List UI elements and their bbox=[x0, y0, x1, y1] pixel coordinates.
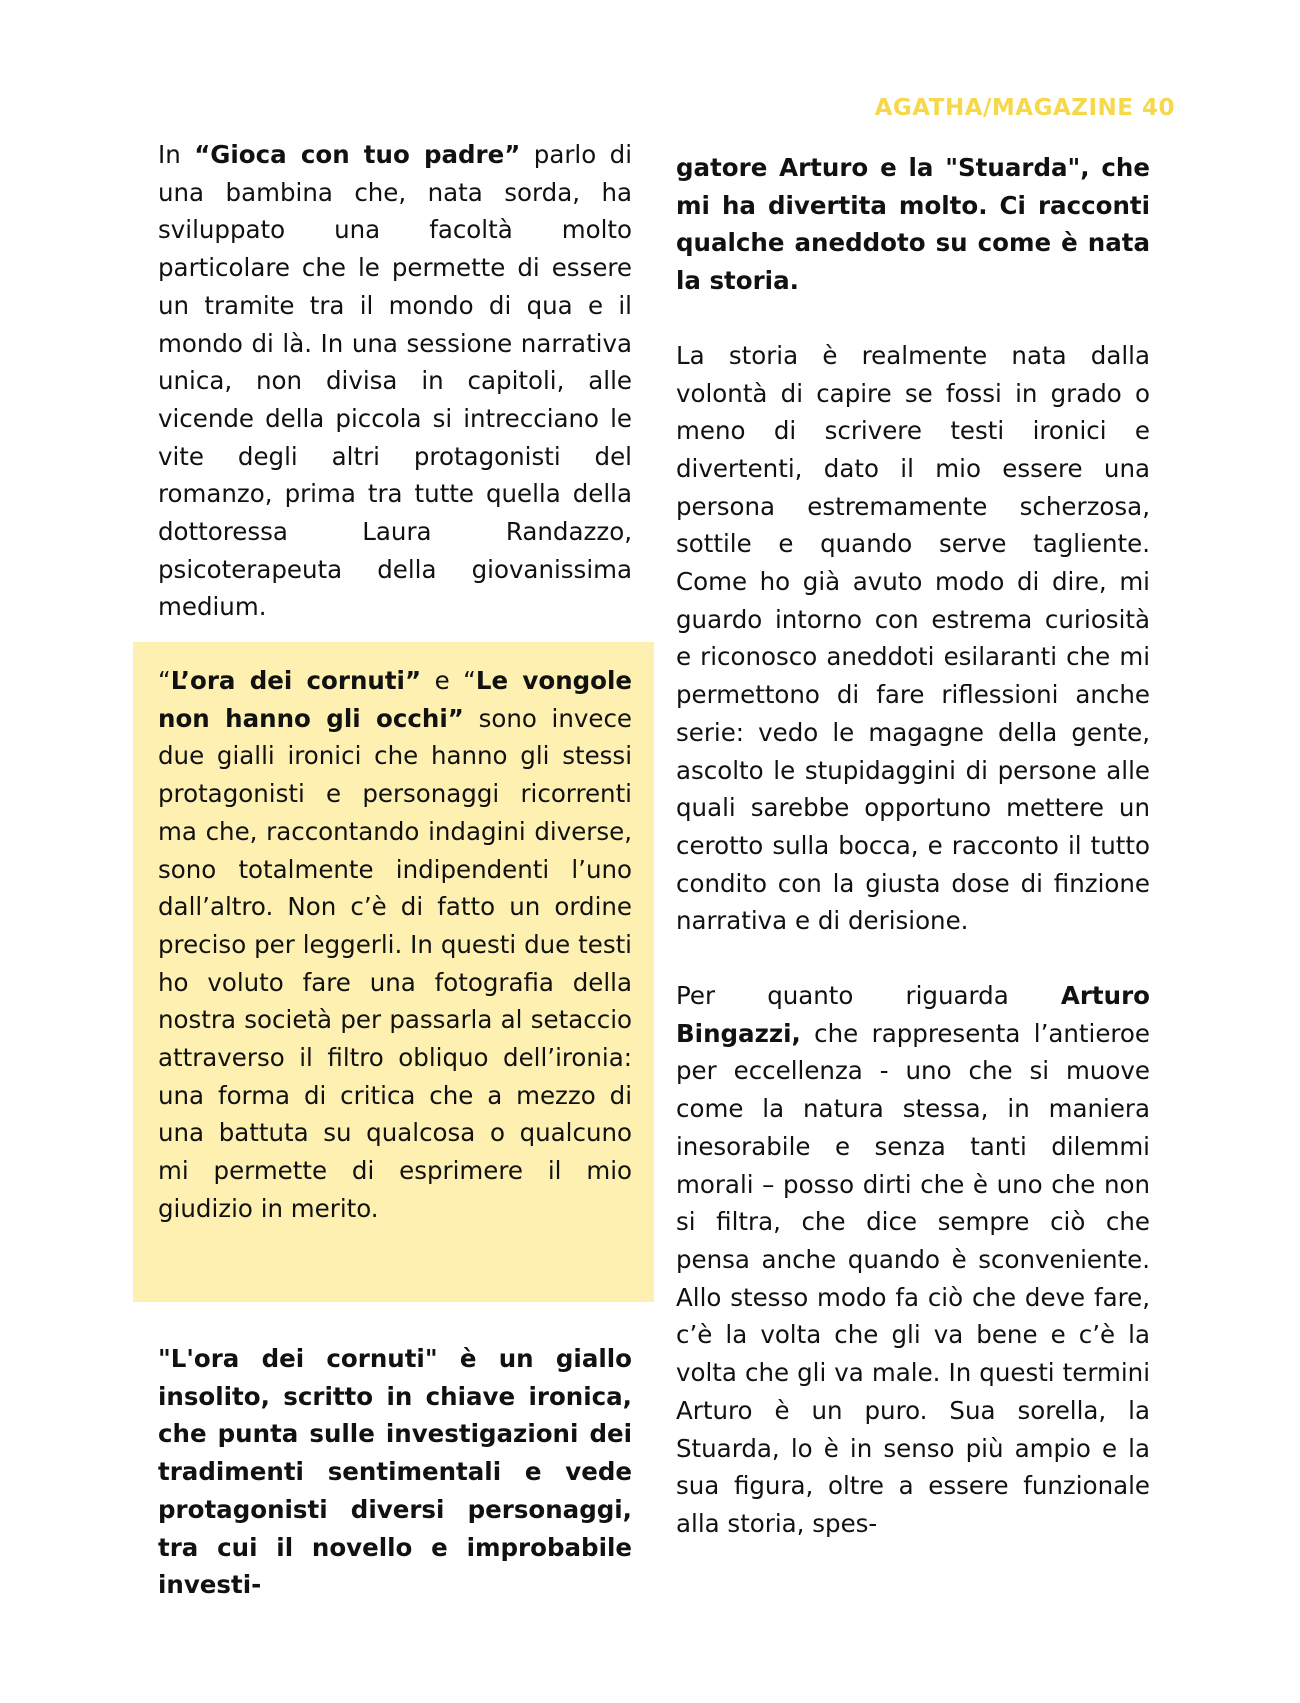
book-title-gioca: “Gioca con tuo padre” bbox=[194, 140, 521, 169]
open-quote: “ bbox=[158, 666, 171, 695]
right-column bbox=[676, 149, 1150, 1543]
interview-question bbox=[158, 1340, 632, 1604]
highlight-text bbox=[158, 662, 632, 1228]
book-title-vongole: Le vongole non hanno gli occhi” bbox=[158, 666, 633, 733]
answer2-after: che rappresenta l’antieroe per eccellenza - uno che si muove come la natura stessa, in maniera inesorabile e senza tanti dilemmi morali – posso dirti che è uno che non si filtra, che dice sempre ciò che pensa anche quando è sconveniente. Allo stesso modo fa ciò che deve fare, c’è la volta che gli va bene e c’è la volta che gli va male. In questi termini Arturo è un puro. Sua sorella, la Stuarda, lo è in senso più ampio e la sua figura, oltre a essere funzionale alla storia, spes- bbox=[676, 1018, 1150, 1538]
intro-text-after: parlo di una bambina che, nata sorda, ha sviluppato una facoltà molto particolare che le permette di essere un tramite tra il mondo di qua e il mondo di là. In una sessione narrativa unica, non divisa in capitoli, alle vicende della piccola si intrecciano le vite degli altri protagonisti del romanzo, prima tra tutte quella della dottoressa Laura Randazzo, psicoterapeuta della giovanissima medium. bbox=[158, 140, 633, 622]
intro-text-before: In bbox=[158, 140, 195, 169]
answer-paragraph-2 bbox=[676, 977, 1150, 1543]
book-title-ora: L’ora dei cornuti” bbox=[170, 666, 422, 695]
left-column bbox=[158, 136, 632, 626]
magazine-header: AGATHA/MAGAZINE 40 bbox=[874, 95, 1175, 121]
character-name: Arturo Bingazzi, bbox=[676, 981, 1150, 1048]
intro-paragraph bbox=[158, 136, 632, 626]
highlight-rest: sono invece due gialli ironici che hanno gli stessi protagonisti e personaggi ricorrenti ma che, raccontando indagini diverse, sono totalmente indipendenti l’uno dall’altro. Non c’è di fatto un ordine preciso per leggerli. In questi due testi ho voluto fare una fotografia della nostra società per passarla al setaccio attraverso il filtro obliquo dell’ironia: una forma di critica che a mezzo di una battuta su qualcosa o qualcuno mi permette di esprimere il mio giudizio in merito. bbox=[158, 703, 632, 1223]
question-text: "L'ora dei cornuti" è un giallo insolito, scritto in chiave ironica, che punta sulle investigazioni dei tradimenti sentimentali e vede protagonisti diversi personaggi, tra cui il novello e improbabile investi- bbox=[158, 1344, 632, 1600]
conjunction: e “ bbox=[421, 666, 476, 695]
answer-paragraph-1: La storia è realmente nata dalla volontà di capire se fossi in grado o meno di scrivere testi ironici e divertenti, dato il mio essere una persona estremamente scherzosa, sottile e quando serve tagliente. Come ho già avuto modo di dire, mi guardo intorno con estrema curiosità e riconosco aneddoti esilaranti che mi permettono di fare riflessioni anche serie: vedo le magagne della gente, ascolto le stupidaggini di persone alle quali sarebbe opportuno mettere un cerotto sulla bocca, e racconto il tutto condito con la giusta dose di finzione narrativa e di derisione. bbox=[676, 340, 1150, 936]
highlight-paragraph bbox=[158, 662, 632, 1228]
question-continuation: gatore Arturo e la "Stuarda", che mi ha divertita molto. Ci racconti qualche aneddoto su come è nata la storia. bbox=[676, 153, 1150, 296]
answer2-before: Per quanto riguarda bbox=[676, 981, 1061, 1011]
